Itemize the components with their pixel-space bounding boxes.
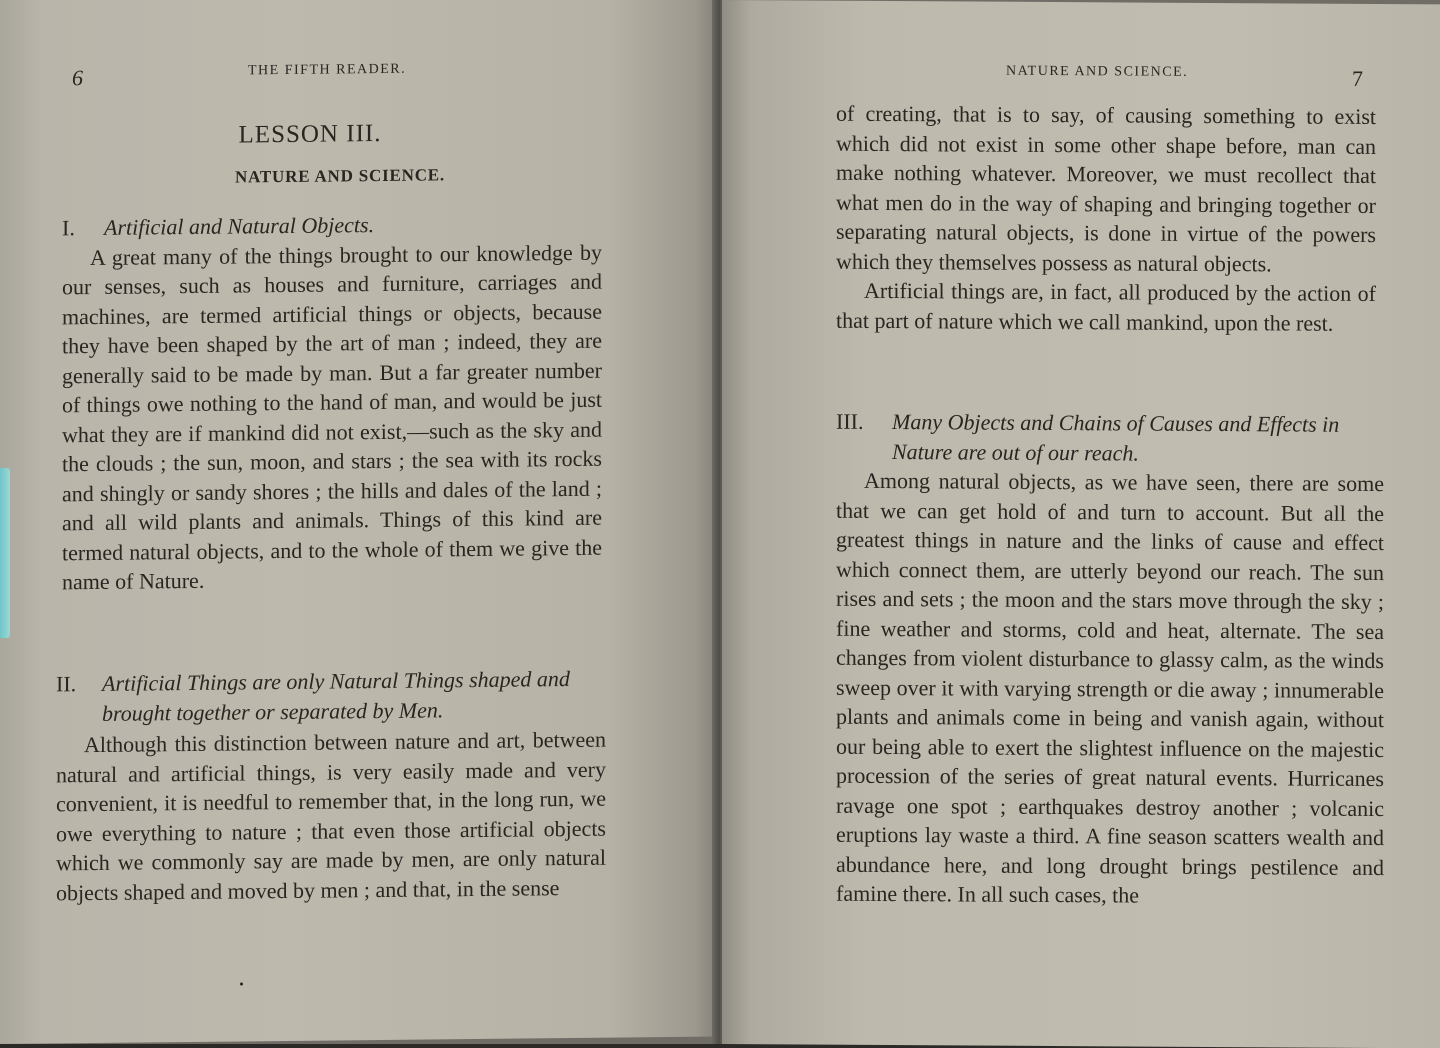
section-iii bbox=[836, 407, 1384, 912]
continuation-paragraph: of creating, that is to say, of causing something to exist which did not exist in some other shape before, man can make nothing whatever. Moreover, we must recollect that what men do in the way of shaping and bringing together or separating natural objects, is done in virtue of the powers which they themselves possess as natural objects. bbox=[836, 100, 1376, 276]
lesson-title: LESSON III. bbox=[238, 120, 382, 149]
section-paragraph: Among natural objects, as we have seen, there are some that we can get hold of and turn to account. But all the greatest things in nature and the links of cause and effect which connect them, are utterly beyond our reach. The sun rises and sets ; the moon and the stars move through the sky ; fine weather and storms, cold and heat, alternate. The sea changes from violent disturbance to glassy calm, as the winds sweep over it with varying strength or die away ; innumerable plants and animals come in being and vanish again, without our being able to exert the slightest influence on the majestic procession of the series of great natural events. Hurricanes ravage one spot ; earthquakes destroy another ; volcanic eruptions lay waste a third. A fine season scatters wealth and abundance here, and long drought brings pestilence and famine there. In all such cases, the bbox=[836, 467, 1384, 908]
section-title bbox=[56, 664, 606, 729]
continued-text bbox=[836, 99, 1376, 338]
section-paragraph: Although this distinction between nature and art, between natural and artificial things, is very easily made and very convenient, it is needful to remember that, in the long run, we owe everything to nature ; that even those artificial objects which we commonly say are made by men, are only natural objects shaped and moved by men ; and that, in the sense bbox=[56, 726, 606, 905]
section-numeral: II. bbox=[56, 671, 77, 697]
page-number: 6 bbox=[72, 65, 83, 91]
section-paragraph: A great many of the things brought to our knowledge by our senses, such as houses and furniture, carriages and machines, are termed artificial things or objects, because they have been shaped by the art of man ; indeed, they are generally said to be made by man. But a far greater number of things owe nothing to the hand of man, and would be just what they are if mankind did not exist,—such as the sky and the clouds ; the sun, moon, and stars ; the sea with its rocks and shingly or sandy shores ; the hills and dales of the land ; and all wild plants and animals. Things of this kind are termed natural objects, and to the whole of them we give the name of Nature. bbox=[62, 239, 602, 595]
page-number: 7 bbox=[1352, 65, 1363, 91]
running-head: THE FIFTH READER. bbox=[248, 61, 407, 79]
section-i bbox=[62, 208, 602, 597]
bookmark-tab bbox=[0, 468, 10, 638]
section-title: Many Objects and Chains of Causes and Effects in Nature are out of our reach. bbox=[892, 409, 1340, 466]
section-heading bbox=[836, 407, 1384, 469]
section-heading bbox=[56, 664, 606, 729]
section-heading bbox=[62, 208, 602, 243]
section-paragraph: Artificial things are, in fact, all produced by the action of that part of nature which we call mankind, upon the rest. bbox=[836, 277, 1376, 336]
section-title-text: Artificial Things are only Natural Things shaped and brought together or separated by Men. bbox=[102, 666, 570, 726]
running-head: NATURE AND SCIENCE. bbox=[1006, 63, 1189, 80]
print-speck bbox=[240, 982, 243, 985]
lesson-subtitle: NATURE AND SCIENCE. bbox=[235, 165, 445, 187]
section-numeral: III. bbox=[836, 408, 864, 434]
section-ii bbox=[56, 664, 606, 908]
left-page bbox=[0, 0, 716, 1044]
section-title: Artificial and Natural Objects. bbox=[104, 212, 375, 240]
section-numeral: I. bbox=[62, 215, 75, 241]
right-page bbox=[722, 0, 1440, 1048]
